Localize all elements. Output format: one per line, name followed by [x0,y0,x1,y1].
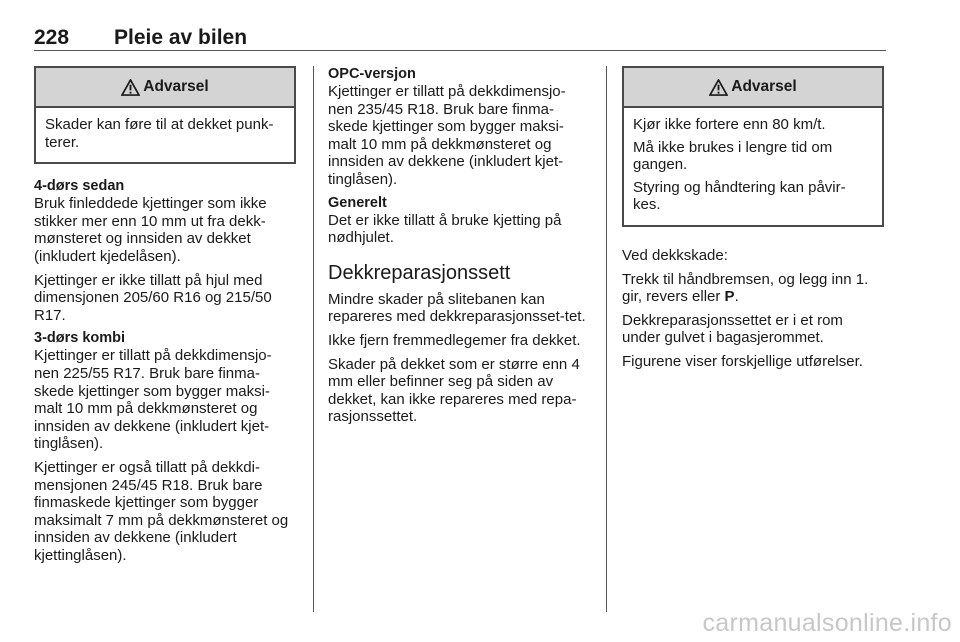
paragraph: Mindre skader på slitebanen kan repareres med dekkreparasjonsset-tet. [328,290,586,326]
paragraph: Kjettinger er tillatt på dekkdimensjo-nen 225/55 R17. Bruk bare finma-skede kjettinger som bygger maksi-malt 10 mm på dekkmønsteret og innsiden av dekkene (inkludert kjet-tinglåsen). [34,347,272,453]
warning-box [34,66,296,164]
subheading-sedan: 4-dørs sedan [34,178,125,195]
warning-triangle-icon [709,79,728,96]
warning-line: Styring og håndtering kan påvir-kes. [633,178,846,214]
warning-line: Må ikke brukes i lengre tid om gangen. [633,138,833,174]
paragraph: Det er ikke tillatt å bruke kjetting på nødhjulet. [328,211,562,247]
section-heading: Dekkreparasjonssett [328,261,511,284]
warning-body [36,108,294,162]
warning-box [622,66,884,227]
paragraph [622,271,884,306]
subheading-kombi: 3-dørs kombi [34,330,126,347]
warning-triangle-icon [121,79,140,96]
warning-header [624,68,882,108]
paragraph-end: . [734,288,739,306]
column-left [34,66,296,570]
paragraph: Ved dekkskade: [622,246,728,264]
paragraph-text: Trekk til håndbremsen, og legg inn 1. gir, revers eller [622,270,869,306]
warning-body [624,108,882,225]
paragraph: Skader på dekket som er større enn 4 mm eller befinner seg på siden av dekket, kan ikke repareres med repa-rasjonssettet. [328,355,580,426]
paragraph: Kjettinger er også tillatt på dekkdi-mensjonen 245/45 R18. Bruk bare finmaskede kjettinger som bygger maksimalt 7 mm på dekkmønsteret og innsiden av dekkene (inkludert kjettinglåsen). [34,458,289,564]
page-number: 228 [34,26,70,49]
column-right [622,66,884,377]
header-divider [34,50,886,51]
subheading-general: Generelt [328,194,387,211]
page-header [34,26,886,50]
warning-title: Advarsel [731,78,797,95]
gear-p-label: P [724,288,735,306]
warning-line: Kjør ikke fortere enn 80 km/t. [633,116,826,133]
page-title: Pleie av bilen [114,26,248,49]
paragraph: Ikke fjern fremmedlegemer fra dekket. [328,331,581,349]
warning-text: Skader kan føre til at dekket punk-terer. [45,116,274,151]
column-divider [606,66,607,612]
paragraph: Bruk finleddede kjettinger som ikke stikker mer enn 10 mm ut fra dekk-mønsteret og innsiden av dekket (inkludert kjedelåsen). [34,195,267,265]
column-middle [328,66,590,432]
warning-header [36,68,294,108]
warning-title: Advarsel [143,78,209,95]
paragraph: Dekkreparasjonssettet er i et rom under gulvet i bagasjerommet. [622,311,843,347]
column-divider [313,66,314,612]
paragraph: Kjettinger er ikke tillatt på hjul med dimensjonen 205/60 R16 og 215/50 R17. [34,271,272,324]
paragraph: Figurene viser forskjellige utførelser. [622,352,863,370]
subheading-opc: OPC-versjon [328,66,416,82]
paragraph: Kjettinger er tillatt på dekkdimensjo-nen 235/45 R18. Bruk bare finma-skede kjettinger som bygger maksi-malt 10 mm på dekkmønsteret og innsiden av dekkene (inkludert kjet-tinglåsen). [328,83,566,188]
watermark: carmanualsonline.info [702,609,952,637]
